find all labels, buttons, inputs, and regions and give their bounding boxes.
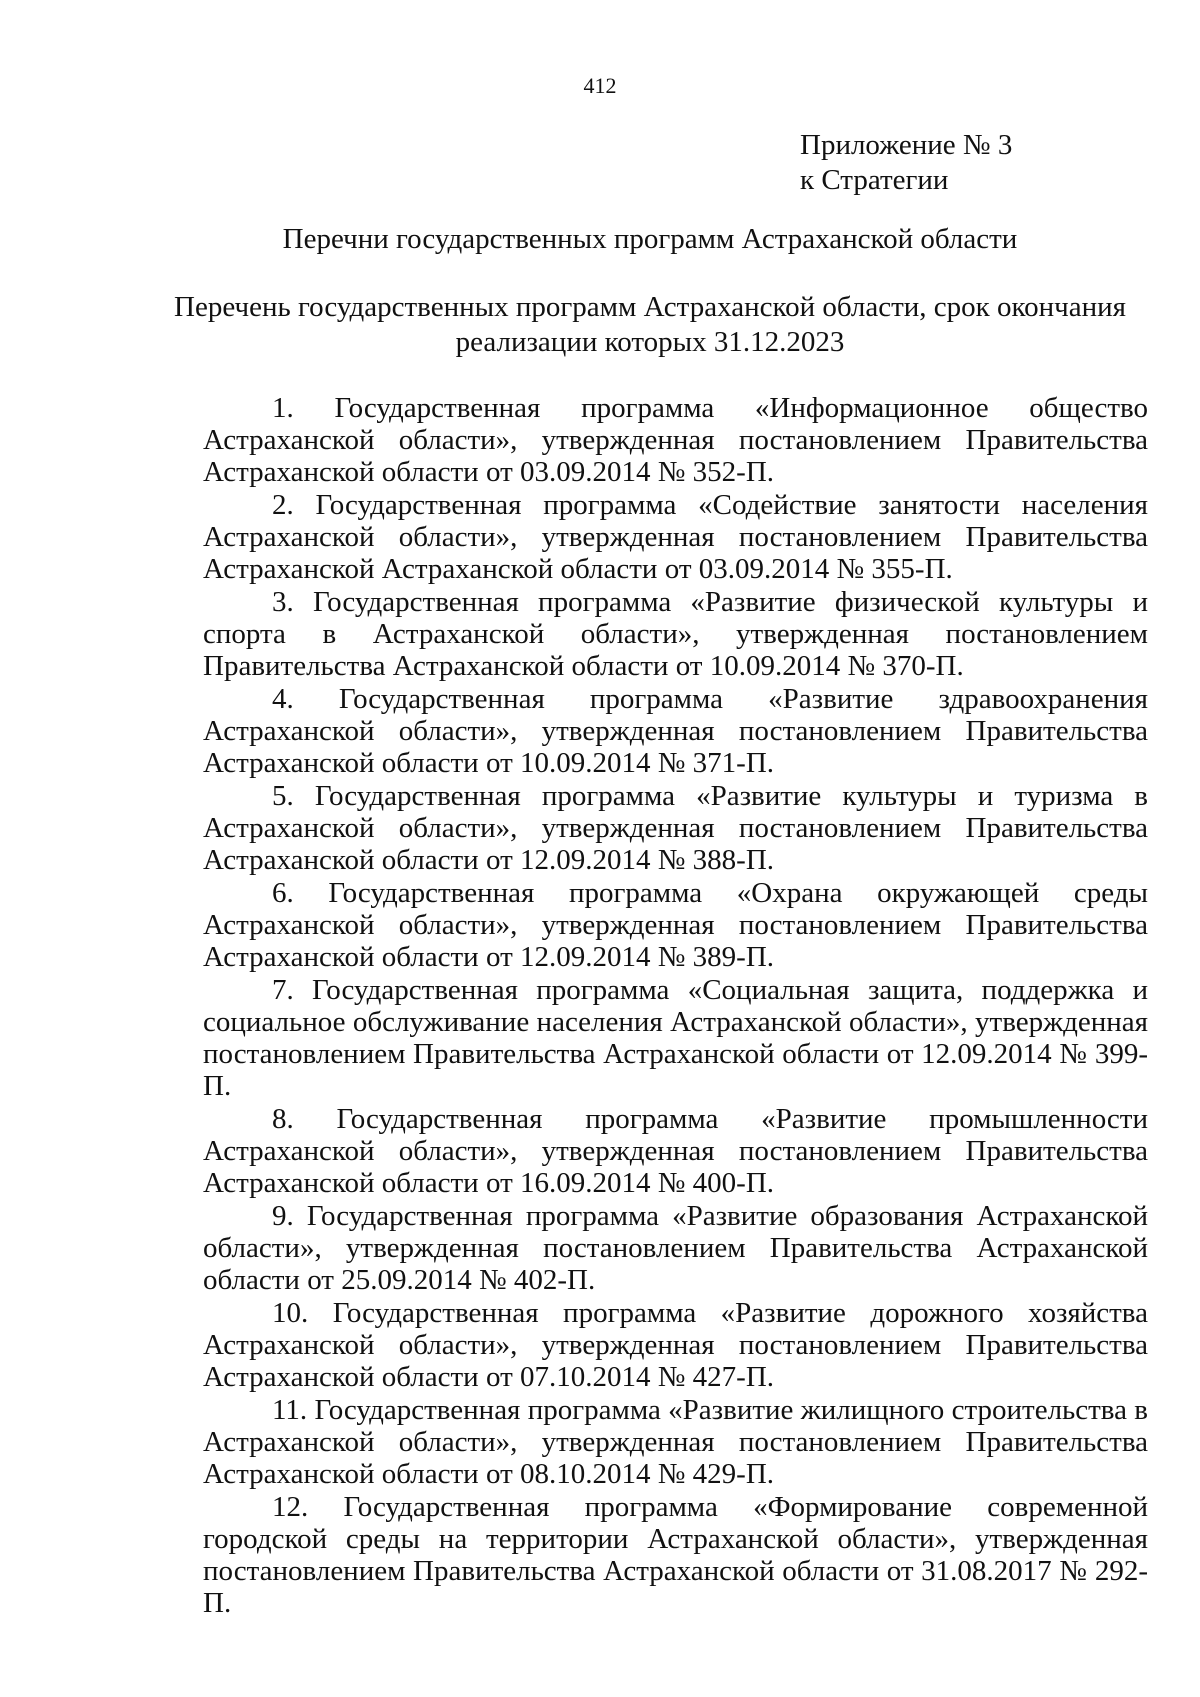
program-item-2: 2. Государственная программа «Содействие занятости населения Астраханской области», утвержденная постановлением Правительства Астраханской Астраханской области от 03.09.2014 № 355-П. (203, 489, 1148, 585)
program-item-5: 5. Государственная программа «Развитие культуры и туризма в Астраханской области», утвержденная постановлением Правительства Астраханской области от 12.09.2014 № 388-П. (203, 780, 1148, 876)
program-item-10: 10. Государственная программа «Развитие дорожного хозяйства Астраханской области», утвержденная постановлением Правительства Астраханской области от 07.10.2014 № 427-П. (203, 1297, 1148, 1393)
program-item-12: 12. Государственная программа «Формирование современной городской среды на территории Астраханской области», утвержденная постановлением Правительства Астраханской области от 31.08.2017 № 292-П. (203, 1491, 1148, 1619)
list-heading-line-1: Перечень государственных программ Астраханской области, срок окончания (174, 291, 1126, 323)
appendix-line-1: Приложение № 3 (800, 129, 1013, 161)
program-list (203, 392, 1148, 1620)
page-title: Перечни государственных программ Астраханской области (282, 223, 1018, 255)
program-item-6: 6. Государственная программа «Охрана окружающей среды Астраханской области», утвержденная постановлением Правительства Астраханской области от 12.09.2014 № 389-П. (203, 877, 1148, 973)
page-number: 412 (583, 73, 617, 98)
program-item-3: 3. Государственная программа «Развитие физической культуры и спорта в Астраханской области», утвержденная постановлением Правительства Астраханской области от 10.09.2014 № 370-П. (203, 586, 1148, 682)
appendix-line-2: к Стратегии (800, 164, 949, 196)
program-item-9: 9. Государственная программа «Развитие образования Астраханской области», утвержденная постановлением Правительства Астраханской области от 25.09.2014 № 402-П. (203, 1200, 1148, 1296)
list-heading-line-2: реализации которых 31.12.2023 (455, 326, 845, 358)
list-heading (150, 290, 1150, 360)
program-item-11: 11. Государственная программа «Развитие жилищного строительства в Астраханской области», утвержденная постановлением Правительства Астраханской области от 08.10.2014 № 429-П. (203, 1394, 1148, 1490)
program-item-8: 8. Государственная программа «Развитие промышленности Астраханской области», утвержденная постановлением Правительства Астраханской области от 16.09.2014 № 400-П. (203, 1103, 1148, 1199)
program-item-4: 4. Государственная программа «Развитие здравоохранения Астраханской области», утвержденная постановлением Правительства Астраханской области от 10.09.2014 № 371-П. (203, 683, 1148, 779)
appendix-note (800, 128, 1140, 198)
program-item-1: 1. Государственная программа «Информационное общество Астраханской области», утвержденная постановлением Правительства Астраханской области от 03.09.2014 № 352-П. (203, 392, 1148, 488)
program-item-7: 7. Государственная программа «Социальная защита, поддержка и социальное обслуживание населения Астраханской области», утвержденная постановлением Правительства Астраханской области от 12.09.2014 № 399-П. (203, 974, 1148, 1102)
